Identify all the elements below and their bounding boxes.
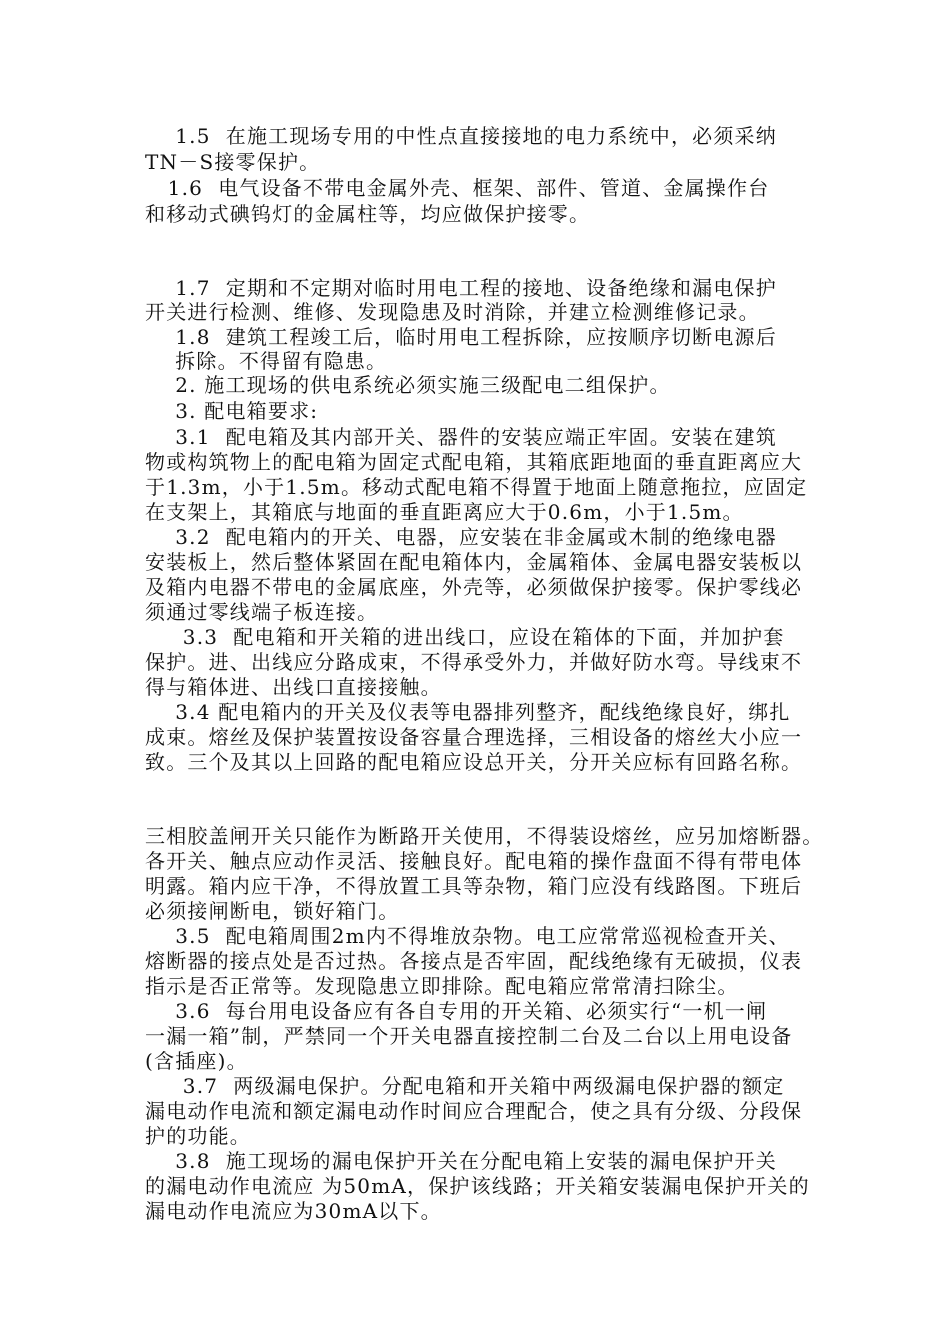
text-line: 1.7 定期和不定期对临时用电工程的接地、设备绝缘和漏电保护 (145, 276, 777, 300)
text-line: 须通过零线端子板连接。 (145, 600, 379, 624)
text-line: 必须接闸断电，锁好箱门。 (145, 899, 400, 923)
text-line: 3.1 配电箱及其内部开关、器件的安装应端正牢固。安装在建筑 (145, 425, 777, 449)
text-line: 3.7 两级漏电保护。分配电箱和开关箱中两级漏电保护器的额定 (145, 1074, 785, 1098)
text-line: 3.3 配电箱和开关箱的进出线口，应设在箱体的下面，并加护套 (145, 625, 785, 649)
text-line: 安装板上，然后整体紧固在配电箱体内，金属箱体、金属电器安装板以 (145, 550, 803, 574)
text-line: 3.2 配电箱内的开关、电器，应安装在非金属或木制的绝缘电器 (145, 525, 777, 549)
text-line: 于1.3m，小于1.5m。移动式配电箱不得置于地面上随意拖拉，应固定 (145, 475, 808, 499)
text-line: 物或构筑物上的配电箱为固定式配电箱，其箱底距地面的垂直距离应大 (145, 450, 803, 474)
text-line: 成束。熔丝及保护装置按设备容量合理选择，三相设备的熔丝大小应一 (145, 725, 803, 749)
text-line: 1.6 电气设备不带电金属外壳、框架、部件、管道、金属操作台 (145, 176, 770, 200)
text-line: 得与箱体进、出线口直接接触。 (145, 675, 442, 699)
text-line: 3.5 配电箱周围2m内不得堆放杂物。电工应常常巡视检查开关、 (145, 924, 790, 948)
text-line: 及箱内电器不带电的金属底座，外壳等，必须做保护接零。保护零线必 (145, 575, 803, 599)
text-line: 漏电动作电流应为30mA以下。 (145, 1199, 442, 1223)
text-line: (含插座)。 (145, 1049, 248, 1073)
text-line: 致。三个及其以上回路的配电箱应设总开关，分开关应标有回路名称。 (145, 750, 803, 774)
text-line: TN－S接零保护。 (145, 150, 321, 174)
text-line: 指示是否正常等。发现隐患立即排除。配电箱应常常清扫除尘。 (145, 974, 739, 998)
text-line: 3. 配电箱要求: (145, 399, 319, 423)
text-line: 各开关、触点应动作灵活、接触良好。配电箱的操作盘面不得有带电体 (145, 849, 803, 873)
text-line: 熔断器的接点处是否过热。各接点是否牢固，配线绝缘有无破损，仪表 (145, 949, 803, 973)
text-line: 明露。箱内应干净，不得放置工具等杂物，箱门应没有线路图。下班后 (145, 874, 803, 898)
text-line: 保护。进、出线应分路成束，不得承受外力，并做好防水弯。导线束不 (145, 650, 803, 674)
text-line: 3.4 配电箱内的开关及仪表等电器排列整齐，配线绝缘良好，绑扎 (145, 700, 791, 724)
text-line: 和移动式碘钨灯的金属柱等，均应做保护接零。 (145, 202, 591, 226)
text-line: 3.6 每台用电设备应有各自专用的开关箱、必须实行“一机一闸 (145, 999, 768, 1023)
text-line: 护的功能。 (145, 1124, 251, 1148)
text-line: 的漏电动作电流应 为50mA，保护该线路；开关箱安装漏电保护开关的 (145, 1174, 810, 1198)
text-line: 2. 施工现场的供电系统必须实施三级配电二组保护。 (145, 373, 671, 397)
text-line: 1.8 建筑工程竣工后，临时用电工程拆除，应按顺序切断电源后 (145, 325, 777, 349)
text-line: 1.5 在施工现场专用的中性点直接接地的电力系统中，必须采纳 (145, 124, 777, 148)
text-line: 漏电动作电流和额定漏电动作时间应合理配合，使之具有分级、分段保 (145, 1099, 803, 1123)
text-line: 开关进行检测、维修、发现隐患及时消除，并建立检测维修记录。 (145, 300, 760, 324)
text-line: 三相胶盖闸开关只能作为断路开关使用，不得装设熔丝，应另加熔断器。 (145, 824, 824, 848)
text-line: 在支架上，其箱底与地面的垂直距离应大于0.6m，小于1.5m。 (145, 500, 744, 524)
text-line: 拆除。不得留有隐患。 (145, 349, 388, 373)
text-line: 一漏一箱”制，严禁同一个开关电器直接控制二台及二台以上用电设备 (145, 1024, 793, 1048)
text-line: 3.8 施工现场的漏电保护开关在分配电箱上安装的漏电保护开关 (145, 1149, 777, 1173)
